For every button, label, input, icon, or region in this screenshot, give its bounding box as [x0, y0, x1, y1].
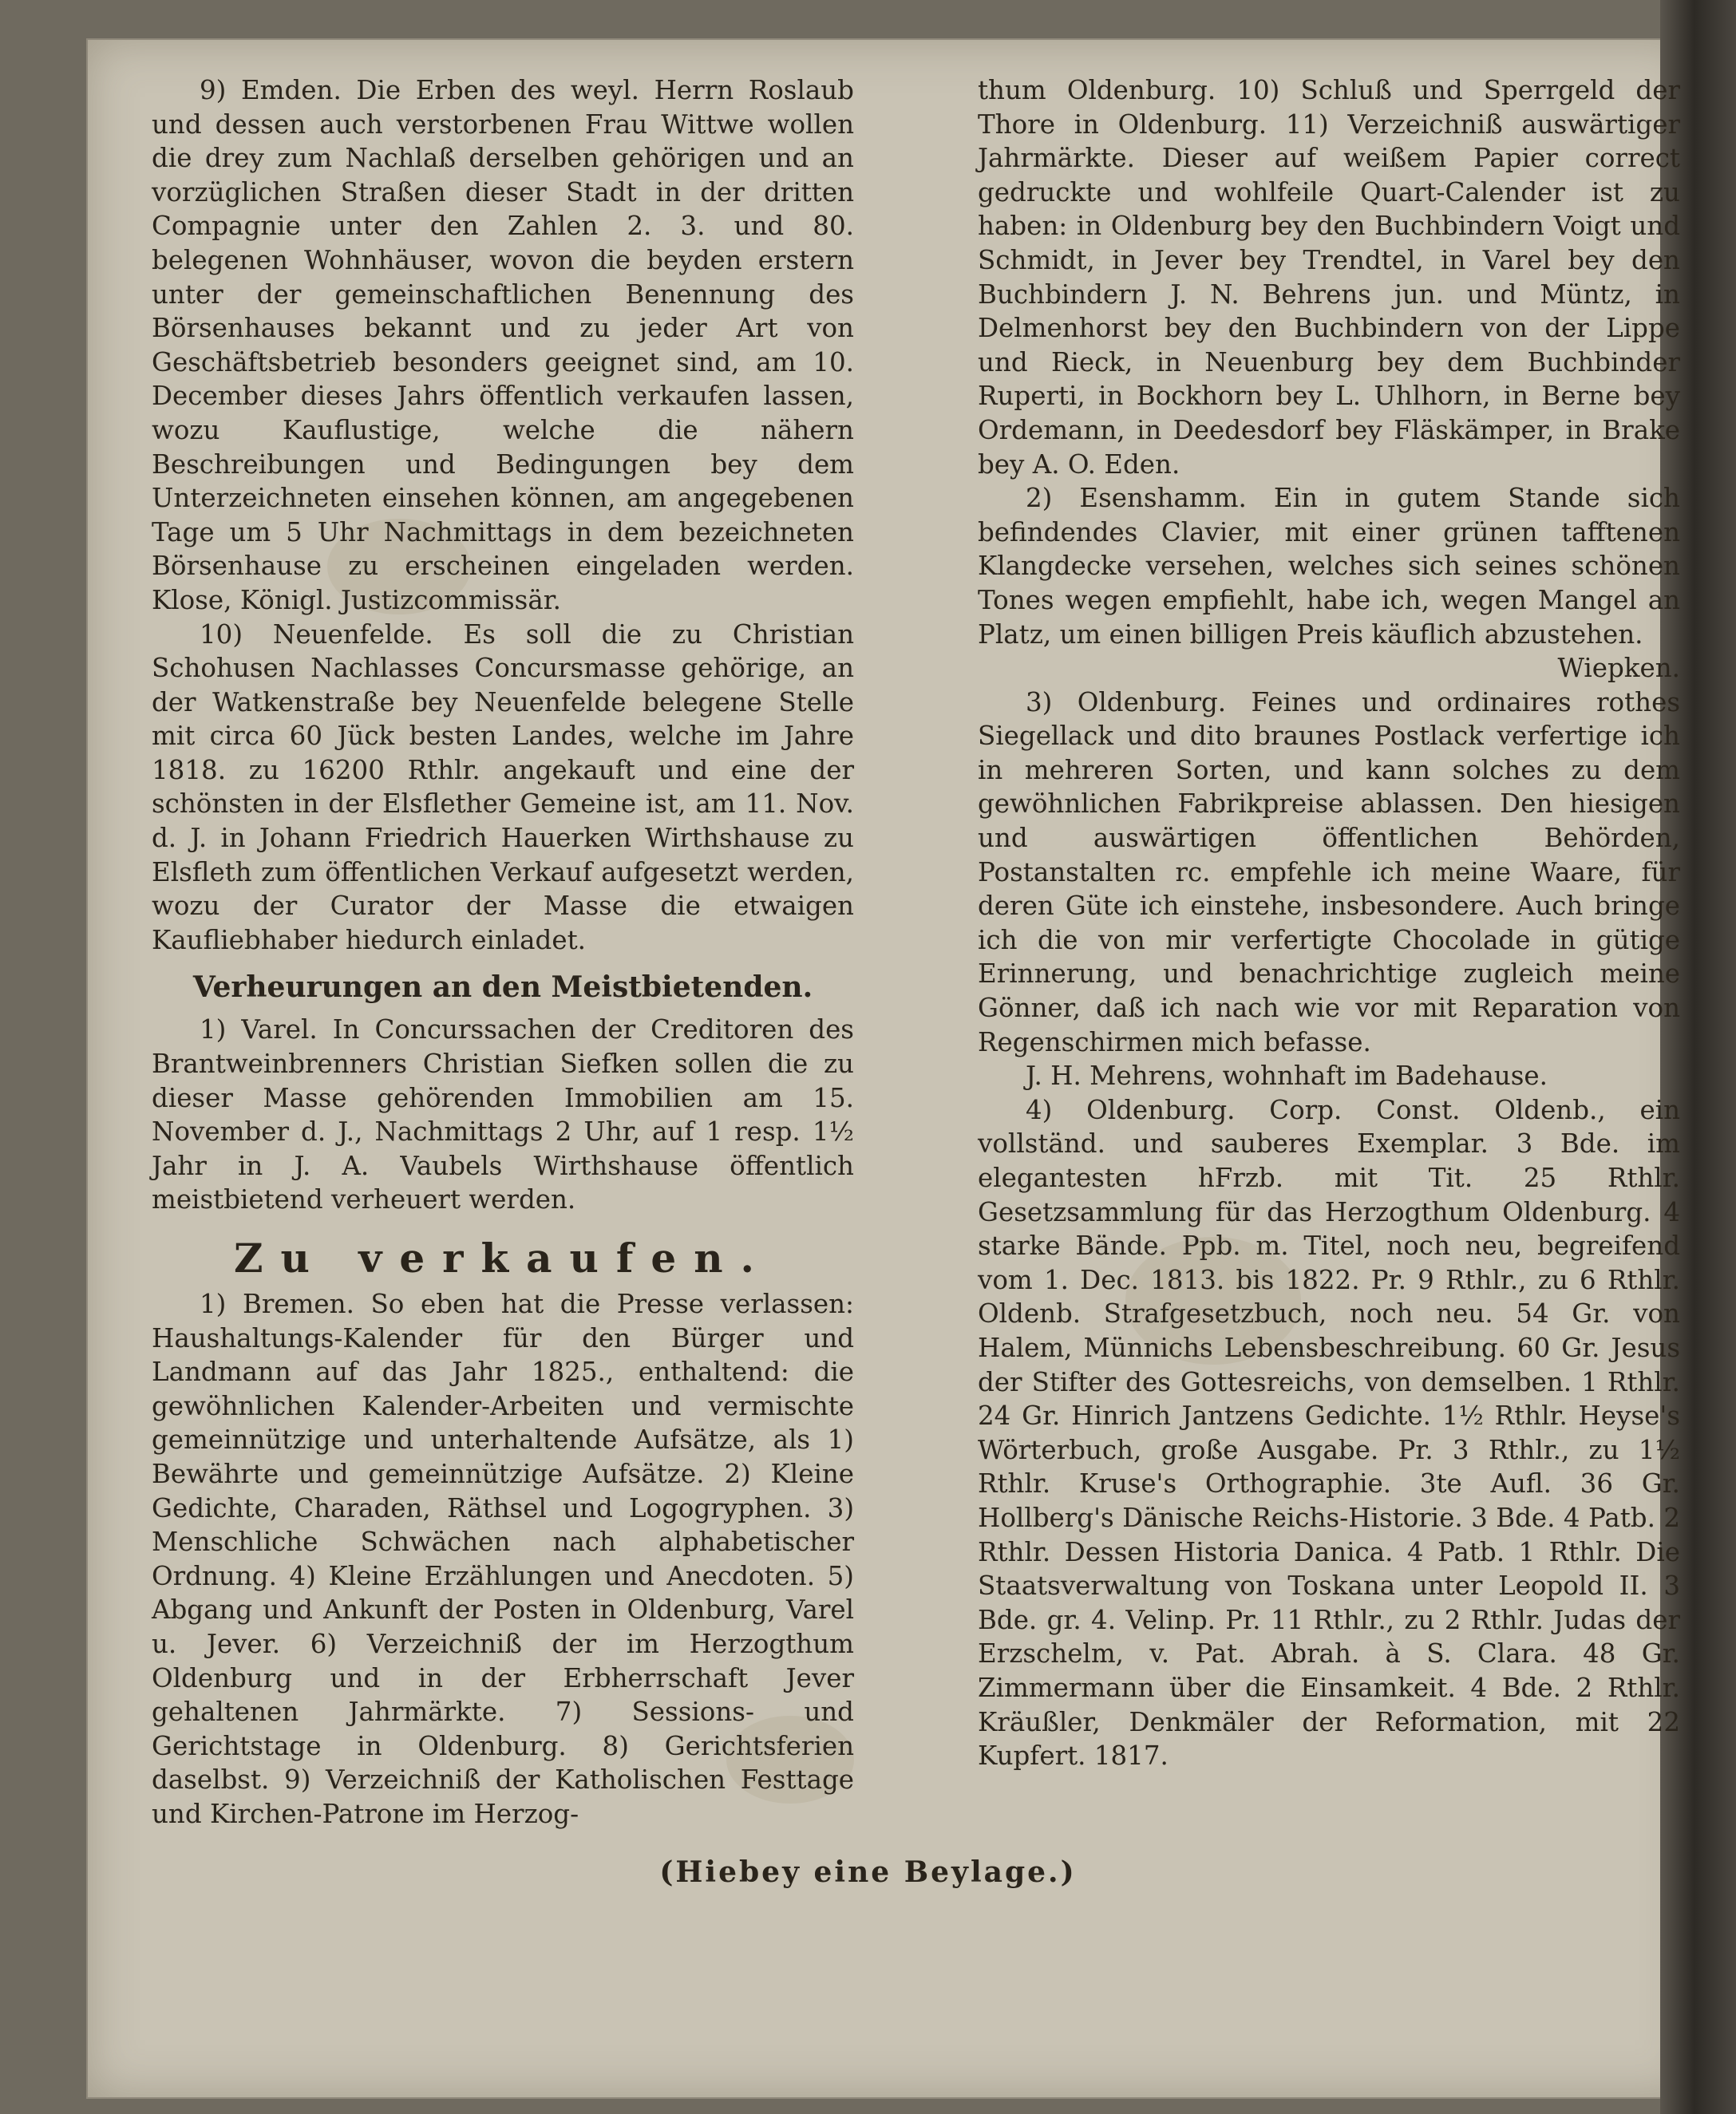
- right-column: [978, 73, 1680, 1773]
- notice-neuenfelde: 10) Neuenfelde. Es soll die zu Christian Schohusen Nachlasses Concursmasse gehörige, an der Watkenstraße bey Neuenfelde belegene Stelle mit circa 60 Jück besten Landes, welche im Jahre 1818. zu 16200 Rthlr. angekauft und eine der schönsten in der Elsflether Gemeine ist, am 11. Nov. d. J. in Johann Friedrich Hauerken Wirthshause zu Elsfleth zum öffentlichen Verkauf aufgesetzt werden, wozu der Curator der Masse die etwaigen Kaufliebhaber hiedurch einladet.: [152, 618, 854, 955]
- section-heading-zu-verkaufen: Zu verkaufen.: [234, 1235, 772, 1282]
- notice-oldenburg-siegellack: 3) Oldenburg. Feines und ordinaires rothes Siegellack und dito braunes Postlack verfertige ich in mehreren Sorten, und kann solches zu dem gewöhnlichen Fabrikpreise ablassen. Den hiesigen und auswärtigen öffentlichen Behörden, Postanstalten rc. empfehle ich meine Waare, für deren Güte ich einstehe, insbesondere. Auch bringe ich die von mir verfertigte Chocolade in gütige Erinnerung, und benachrichtige zugleich meine Gönner, daß ich nach wie vor mit Reparation von Regenschirmen mich befasse.: [978, 686, 1680, 1057]
- signature-wiepken: Wiepken.: [1557, 653, 1680, 684]
- left-column: [152, 73, 854, 1831]
- notice-esenshamm: 2) Esenshamm. Ein in gutem Stande sich befindendes Clavier, mit einer grünen tafftenen Klangdecke versehen, welches sich seines schönen Tones wegen empfiehlt, habe ich, wegen Mangel an Platz, um einen billigen Preis käuflich abzustehen.: [978, 483, 1680, 650]
- notice-varel: 1) Varel. In Concurssachen der Creditoren des Brantweinbrenners Christian Siefken sollen die zu dieser Masse gehörenden Immobilien am 15. November d. J., Nachmittags 2 Uhr, auf 1 resp. 1½ Jahr in J. A. Vaubels Wirthshause öffentlich meistbietend verheuert werden.: [152, 1014, 854, 1215]
- notice-bremen-continued: thum Oldenburg. 10) Schluß und Sperrgeld der Thore in Oldenburg. 11) Verzeichniß auswärtiger Jahrmärkte. Dieser auf weißem Papier correct gedruckte und wohlfeile Quart-Calender ist zu haben: in Oldenburg bey den Buchbindern Voigt und Schmidt, in Jever bey Trendtel, in Varel bey den Buchbindern J. N. Behrens jun. und Müntz, in Delmenhorst bey den Buchbindern von der Lippe und Rieck, in Neuenburg bey dem Buchbinder Ruperti, in Bockhorn bey L. Uhlhorn, in Berne bey Ordemann, in Deedesdorf bey Fläskämper, in Brake bey A. O. Eden.: [978, 75, 1680, 480]
- section-heading-verheurungen: Verheurungen an den Meistbietenden.: [192, 970, 813, 1005]
- notice-oldenburg-books: 4) Oldenburg. Corp. Const. Oldenb., ein vollständ. und sauberes Exemplar. 3 Bde. im elegantesten hFrzb. mit Tit. 25 Rthlr. Gesetzsammlung für das Herzogthum Oldenburg. 4 starke Bände. Ppb. m. Titel, noch neu, begreifend vom 1. Dec. 1813. bis 1822. Pr. 9 Rthlr., zu 6 Rthlr. Oldenb. Strafgesetzbuch, noch neu. 54 Gr. von Halem, Münnichs Lebensbeschreibung. 60 Gr. Jesus der Stifter des Gottesreichs, von demselben. 1 Rthlr. 24 Gr. Hinrich Jantzens Gedichte. 1½ Rthlr. Heyse's Wörterbuch, große Ausgabe. Pr. 3 Rthlr., zu 1½ Rthlr. Kruse's Orthographie. 3te Aufl. 36 Gr. Hollberg's Dänische Reichs-Historie. 3 Bde. 4 Patb. 2 Rthlr. Dessen Historia Danica. 4 Patb. 1 Rthlr. Die Staatsverwaltung von Toskana unter Leopold II. 3 Bde. gr. 4. Velinp. Pr. 11 Rthlr., zu 2 Rthlr. Judas der Erzschelm, v. Pat. Abrah. à S. Clara. 48 Gr. Zimmermann über die Einsamkeit. 4 Bde. 2 Rthlr. Kräußler, Denkmäler der Reformation, mit 22 Kupfert. 1817.: [978, 1094, 1680, 1772]
- signature-mehrens: J. H. Mehrens, wohnhaft im Badehause.: [1026, 1061, 1548, 1092]
- notice-bremen: 1) Bremen. So eben hat die Presse verlassen: Haushaltungs-Kalender für den Bürger und Landmann auf das Jahr 1825., enthaltend: die gewöhnlichen Kalender-Arbeiten und vermischte gemeinnützige und unterhaltende Aufsätze, als 1) Bewährte und gemeinnützige Aufsätze. 2) Kleine Gedichte, Charaden, Räthsel und Logogryphen. 3) Menschliche Schwächen nach alphabetischer Ordnung. 4) Kleine Erzählungen und Anecdoten. 5) Abgang und Ankunft der Posten in Oldenburg, Varel u. Jever. 6) Verzeichniß der im Herzogthum Oldenburg und in der Erbherrschaft Jever gehaltenen Jahrmärkte. 7) Sessions- und Gerichtstage in Oldenburg. 8) Gerichtsferien daselbst. 9) Verzeichniß der Katholischen Festtage und Kirchen-Patrone im Herzog-: [152, 1289, 854, 1829]
- notice-emden: 9) Emden. Die Erben des weyl. Herrn Roslaub und dessen auch verstorbenen Frau Wittwe wollen die drey zum Nachlaß derselben gehörigen und an vorzüglichen Straßen dieser Stadt in der dritten Compagnie unter den Zahlen 2. 3. und 80. belegenen Wohnhäuser, wovon die beyden erstern unter der gemeinschaftlichen Benennung des Börsenhauses bekannt und zu jeder Art von Geschäftsbetrieb besonders geeignet sind, am 10. December dieses Jahrs öffentlich verkaufen lassen, wozu Kauflustige, welche die nähern Beschreibungen und Bedingungen bey dem Unterzeichneten einsehen können, am angegebenen Tage um 5 Uhr Nachmittags in dem bezeichneten Börsenhause zu erscheinen eingeladen werden. Klose, Königl. Justizcommissär.: [152, 75, 854, 615]
- supplement-note: (Hiebey eine Beylage.): [659, 1855, 1077, 1889]
